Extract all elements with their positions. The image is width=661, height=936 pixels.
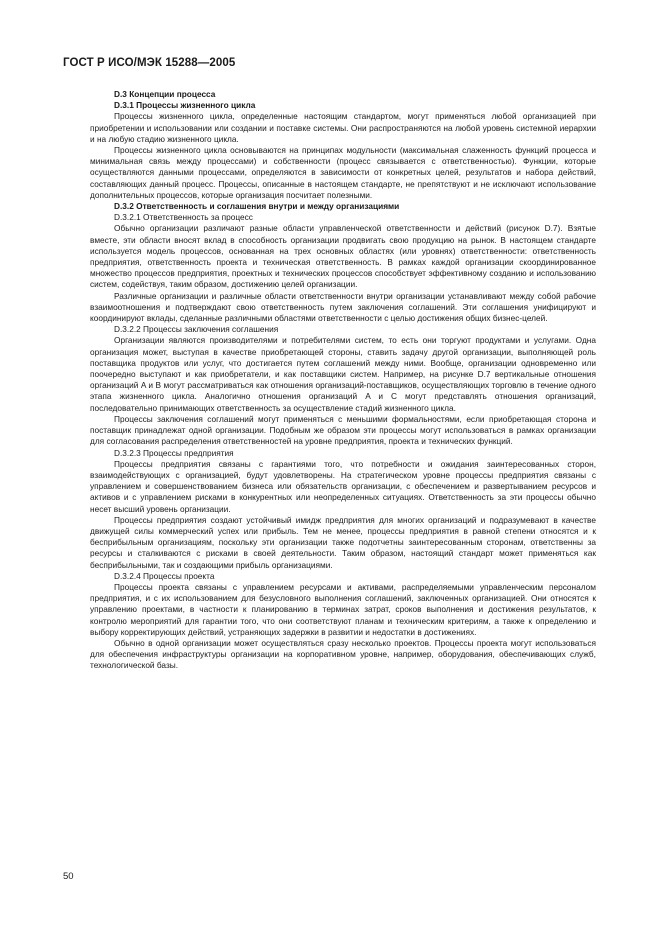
document-header: ГОСТ Р ИСО/МЭК 15288—2005 [63, 57, 236, 69]
body-paragraph: Процессы жизненного цикла, определенные настоящим стандартом, могут применяться любой организацией при приобретении и использовании или создании и поставке системы. Они распространяются на любой уровень системной иерархии и на любую стадию жизненного цикла. [90, 111, 596, 144]
body-paragraph: Процессы предприятия связаны с гарантиями того, что потребности и ожидания заинтересованных сторон, взаимодействующих с организацией, будут удовлетворены. На стратегическом уровне процессы предприятия связаны с управлением и совершенствованием бизнеса или обязательств организации, с обеспечением и развертыванием ресурсов и активов и с управлением рисками в конкурентных или неопределенных ситуациях. Ответственность за эти процессы обычно несет высший уровень организации. [90, 458, 596, 514]
subsection-heading: D.3.2.4 Процессы проекта [114, 570, 215, 581]
document-body [90, 89, 596, 672]
section-heading: D.3.1 Процессы жизненного цикла [114, 100, 256, 111]
subsection-heading: D.3.2.1 Ответственность за процесс [114, 212, 253, 223]
subsection-heading: D.3.2.3 Процессы предприятия [114, 447, 234, 458]
body-paragraph: Процессы проекта связаны с управлением ресурсами и активами, распределяемыми управленческим персоналом предприятия, и с их использованием для безусловного выполнения соглашений, заключенных организацией. Они относятся к управлению проектами, в частности к планированию в терминах затрат, сроков выполнения и достижения результатов, к контролю мероприятий для гарантии того, что они соответствуют планам и техническим критериям, а также к определению и выбору корректирующих действий, устраняющих задержки в развитии и недостатки в достижениях. [90, 581, 596, 637]
body-paragraph: Обычно в одной организации может осуществляться сразу несколько проектов. Процессы проекта могут использоваться для обеспечения инфраструктуры организации на корпоративном уровне, например, оборудования, обеспечивающих служб, технологической базы. [90, 637, 596, 671]
body-paragraph: Процессы предприятия создают устойчивый имидж предприятия для многих организаций и подразумевают в качестве движущей силы коммерческий успех или прибыль. Тем не менее, процессы предприятия в равной степени относятся и к бесприбыльным организациям, поскольку эти организации также подотчетны заинтересованным сторонам, ответственны за ресурсы и сталкиваются с рисками в своей деятельности. Таким образом, настоящий стандарт может применяться как бесприбыльными, так и создающими прибыль организациями. [90, 514, 596, 570]
section-heading: D.3 Концепции процесса [114, 89, 216, 99]
body-paragraph: Процессы заключения соглашений могут применяться с меньшими формальностями, если приобретающая сторона и поставщик принадлежат одной организации. Подобным же образом эти процессы могут использоваться в рамках организации для согласования распределения ответственностей на уровне предприятия, проекта и технических функций. [90, 413, 596, 447]
section-heading: D.3.2 Ответственность и соглашения внутри и между организациями [114, 201, 400, 212]
page-number: 50 [63, 871, 74, 882]
body-paragraph: Различные организации и различные области ответственности внутри организации устанавливают между собой рабочие взаимоотношения и подтверждают свою ответственность путем заключения соглашений. Эти соглашения унифицируют и координируют вклады, сделанные различными областями ответственности с целью достижения общих бизнес-целей. [90, 290, 596, 324]
body-paragraph: Организации являются производителями и потребителями систем, то есть они торгуют продуктами и услугами. Одна организация может, выступая в качестве приобретающей стороны, ставить задачу другой организации, выполняющей роль поставщика продуктов или услуг, что достигается путем соглашений между ними. Вообще, организации одновременно или поочередно выступают и как приобретатели, и как поставщики систем. Например, на рисунке D.7 вертикальные отношения организаций A и B могут рассматриваться как отношения организаций-поставщиков, осуществляющих торговлю в течение одного этапа жизненного цикла. Аналогично отношения организаций A и C могут представлять отношения организаций, последовательно принимающих ответственность за осуществление стадий жизненного цикла. [90, 335, 596, 413]
body-paragraph: Процессы жизненного цикла основываются на принципах модульности (максимальная слаженность функций процесса и минимальная связь между процессами) и собственности (процесс связывается с ответственностью). Функции, которые осуществляются данными процессами, определяются в зависимости от конкретных целей, результатов и набора действий, составляющих данный процесс. Процессы, описанные в настоящем стандарте, не препятствуют и не исключают использование дополнительных процессов, которые организация посчитает полезными. [90, 145, 596, 200]
body-paragraph: Обычно организации различают разные области управленческой ответственности и действий (рисунок D.7). Взятые вместе, эти области вносят вклад в способность организации продвигать свою продукцию на рынок. В настоящем стандарте используется модель процессов, основанная на трех основных областях (или уровнях) ответственности: ответственность предприятия, ответственность проекта и техническая ответственность. В рамках каждой организации скоординированное множество процессов предприятия, проектных и технических процессов способствует эффективному созданию и использованию систем, содействуя, таким образом, достижению целей организации. [90, 223, 596, 290]
subsection-heading: D.3.2.2 Процессы заключения соглашения [114, 324, 279, 335]
